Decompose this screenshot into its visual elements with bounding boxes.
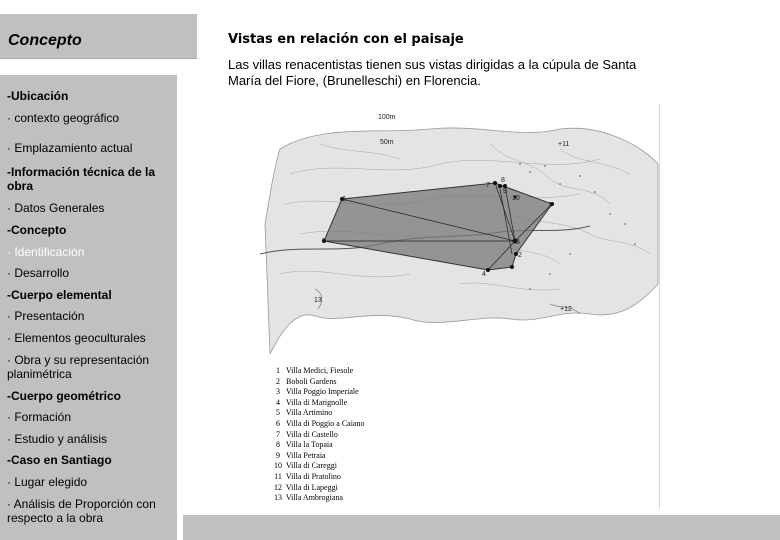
legend-row: 7 Villa di Castello (276, 429, 338, 439)
map-label-100m: 100m (378, 114, 396, 121)
bottom-bar (183, 515, 780, 540)
sidebar-nav (0, 75, 177, 540)
legend-row: 6 Villa di Poggio a Caiano (276, 418, 365, 428)
map-label-7: 7 (486, 182, 490, 189)
map-label-6: 6 (342, 196, 346, 203)
sidebar (0, 14, 197, 540)
nav-link-identificacion[interactable]: · Identificación (7, 245, 85, 259)
nav-link-contexto-geografico[interactable]: · contexto geográfico (7, 111, 120, 125)
nav-link-obra-representacion[interactable]: · Obra y su representación planimétrica (7, 353, 150, 381)
map-label-13: 13 (314, 297, 322, 304)
nav-heading-caso-santiago[interactable]: -Caso en Santiago (7, 453, 112, 467)
map-label-1: 1 (548, 202, 552, 209)
page-description: Las villas renacentistas tienen sus vistas dirigidas a la cúpula de Santa María del Fiore, (Brunelleschi) en Florencia. (228, 57, 637, 88)
map-label-9: 9 (503, 188, 507, 195)
map-label-8: 8 (501, 177, 505, 184)
map-label-11: +11 (558, 141, 570, 148)
legend-row: 5 Villa Artimino (276, 408, 333, 418)
page-title: Vistas en relación con el paisaje (228, 32, 464, 47)
legend-row: 10 Villa di Careggi (274, 461, 337, 471)
nav-link-presentacion[interactable]: · Presentación (7, 309, 85, 323)
legend-row: 4 Villa di Marignolle (276, 397, 348, 407)
map-label-50m: 50m (380, 139, 394, 146)
map-label-10: 10 (512, 195, 520, 202)
map-label-3: 3 (516, 239, 520, 246)
legend-row: 8 Villa la Topaia (276, 440, 333, 450)
nav-link-datos-generales[interactable]: · Datos Generales (7, 201, 105, 215)
nav-link-analisis-proporcion[interactable]: · Análisis de Proporción con respecto a la obra (7, 497, 156, 525)
nav-link-elementos-geoculturales[interactable]: · Elementos geoculturales (7, 331, 146, 345)
sidebar-header (0, 14, 197, 59)
map-label-4: 4 (482, 271, 486, 278)
nav-link-lugar-elegido[interactable]: · Lugar elegido (7, 475, 88, 489)
legend-row: 13 Villa Ambrogiana (274, 493, 343, 503)
legend-row: 11 Villa di Pratolino (274, 471, 341, 481)
legend-row: 1 Villa Medici, Fiesole (276, 366, 354, 375)
nav-heading-cuerpo-geometrico[interactable]: -Cuerpo geométrico (7, 389, 122, 403)
map-label-12: +12 (560, 306, 572, 313)
nav-link-emplazamiento-actual[interactable]: · Emplazamiento actual (7, 141, 133, 155)
map-label-2: 2 (518, 252, 522, 259)
nav-heading-concepto[interactable]: -Concepto (7, 223, 67, 237)
map-label-5: 5 (322, 238, 326, 245)
nav-heading-ubicacion[interactable]: -Ubicación (7, 89, 69, 103)
nav-heading-cuerpo-elemental[interactable]: -Cuerpo elemental (7, 288, 112, 302)
nav-link-desarrollo[interactable]: · Desarrollo (7, 266, 70, 280)
nav-heading-informacion-tecnica[interactable]: -Información técnica de la obra (7, 165, 156, 193)
nav-link-estudio-analisis[interactable]: · Estudio y análisis (7, 432, 108, 446)
legend-row: 12 Villa di Lapeggi (274, 482, 338, 492)
legend-row: 2 Boboli Gardens (276, 376, 337, 386)
sidebar-title: Concepto (8, 32, 82, 49)
sidebar-gap (0, 59, 197, 75)
nav-link-formacion[interactable]: · Formación (7, 410, 72, 424)
villa-legend (272, 366, 364, 504)
legend-row: 9 Villa Petraia (276, 450, 326, 460)
map-divider (659, 104, 660, 509)
sidebar-rail (177, 75, 197, 540)
legend-row: 3 Villa Poggio Imperiale (276, 387, 359, 397)
